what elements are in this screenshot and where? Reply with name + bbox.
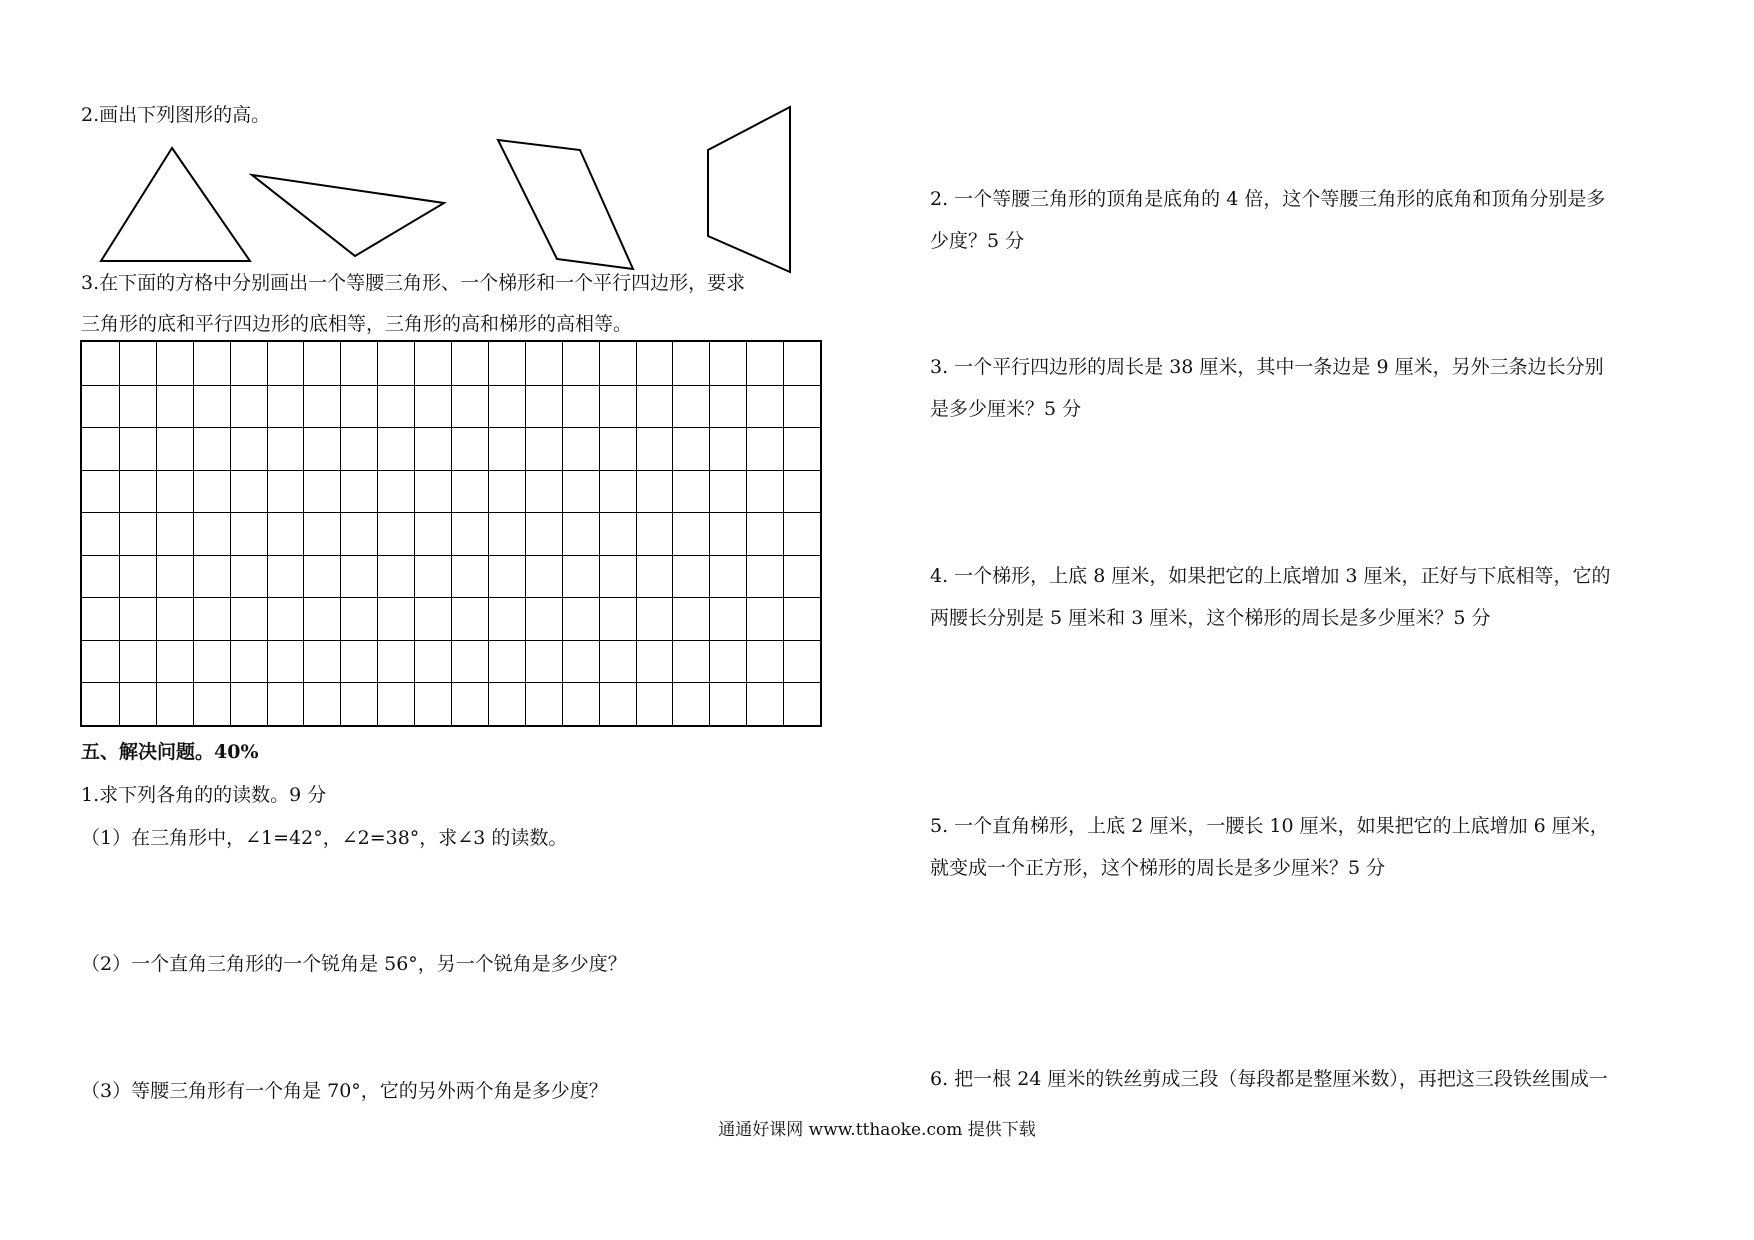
grid-row-line bbox=[82, 682, 820, 683]
grid-column-line bbox=[451, 342, 452, 725]
right-q5-line1: 5. 一个直角梯形，上底 2 厘米，一腰长 10 厘米，如果把它的上底增加 6 厘米， bbox=[930, 815, 1609, 837]
grid-column-line bbox=[414, 342, 415, 725]
q2-draw-heights-label: 2.画出下列图形的高。 bbox=[81, 104, 271, 126]
grid-column-line bbox=[340, 342, 341, 725]
grid-column-line bbox=[377, 342, 378, 725]
grid-column-line bbox=[746, 342, 747, 725]
right-q4-line2: 两腰长分别是 5 厘米和 3 厘米，这个梯形的周长是多少厘米？5 分 bbox=[930, 607, 1491, 629]
grid-column-line bbox=[488, 342, 489, 725]
grid-column-line bbox=[525, 342, 526, 725]
grid-column-line bbox=[303, 342, 304, 725]
trapezoid-shape bbox=[708, 107, 790, 272]
right-q3-line1: 3. 一个平行四边形的周长是 38 厘米，其中一条边是 9 厘米，另外三条边长分别 bbox=[930, 356, 1604, 378]
grid-column-line bbox=[267, 342, 268, 725]
grid-column-line bbox=[156, 342, 157, 725]
right-q4-line1: 4. 一个梯形，上底 8 厘米，如果把它的上底增加 3 厘米，正好与下底相等，它的 bbox=[930, 565, 1611, 587]
grid-column-line bbox=[562, 342, 563, 725]
q3-grid-instruction-line2: 三角形的底和平行四边形的底相等，三角形的高和梯形的高相等。 bbox=[81, 313, 633, 335]
q3-grid-instruction-line1: 3.在下面的方格中分别画出一个等腰三角形、一个梯形和一个平行四边形，要求 bbox=[81, 272, 746, 294]
problem1-sub2: （2）一个直角三角形的一个锐角是 56°，另一个锐角是多少度？ bbox=[81, 953, 627, 975]
grid-row-line bbox=[82, 427, 820, 428]
grid-column-line bbox=[709, 342, 710, 725]
problem1-title: 1.求下列各角的的读数。9 分 bbox=[81, 784, 327, 806]
right-q2-line1: 2. 一个等腰三角形的顶角是底角的 4 倍，这个等腰三角形的底角和顶角分别是多 bbox=[930, 188, 1606, 210]
grid-row-line bbox=[82, 597, 820, 598]
drawing-grid[interactable] bbox=[80, 340, 822, 727]
parallelogram-shape bbox=[498, 140, 633, 269]
obtuse-triangle-shape bbox=[252, 175, 444, 256]
grid-column-line bbox=[119, 342, 120, 725]
triangle-shape bbox=[101, 148, 250, 261]
grid-column-line bbox=[230, 342, 231, 725]
grid-column-line bbox=[636, 342, 637, 725]
grid-row-line bbox=[82, 470, 820, 471]
right-q5-line2: 就变成一个正方形，这个梯形的周长是多少厘米？5 分 bbox=[930, 857, 1386, 879]
grid-column-line bbox=[672, 342, 673, 725]
grid-row-line bbox=[82, 385, 820, 386]
right-q2-line2: 少度？5 分 bbox=[930, 230, 1025, 252]
grid-column-line bbox=[783, 342, 784, 725]
footer-source: 通通好课网 www.tthaoke.com 提供下载 bbox=[718, 1120, 1036, 1140]
problem1-sub1: （1）在三角形中，∠1=42°，∠2=38°，求∠3 的读数。 bbox=[81, 827, 568, 849]
grid-row-line bbox=[82, 555, 820, 556]
right-q3-line2: 是多少厘米？5 分 bbox=[930, 398, 1082, 420]
grid-row-line bbox=[82, 640, 820, 641]
grid-column-line bbox=[599, 342, 600, 725]
section5-title: 五、解决问题。40% bbox=[81, 741, 259, 763]
problem1-sub3: （3）等腰三角形有一个角是 70°，它的另外两个角是多少度？ bbox=[81, 1080, 608, 1102]
grid-column-line bbox=[193, 342, 194, 725]
grid-row-line bbox=[82, 512, 820, 513]
right-q6-line1: 6. 把一根 24 厘米的铁丝剪成三段（每段都是整厘米数），再把这三段铁丝围成一 bbox=[930, 1068, 1608, 1090]
